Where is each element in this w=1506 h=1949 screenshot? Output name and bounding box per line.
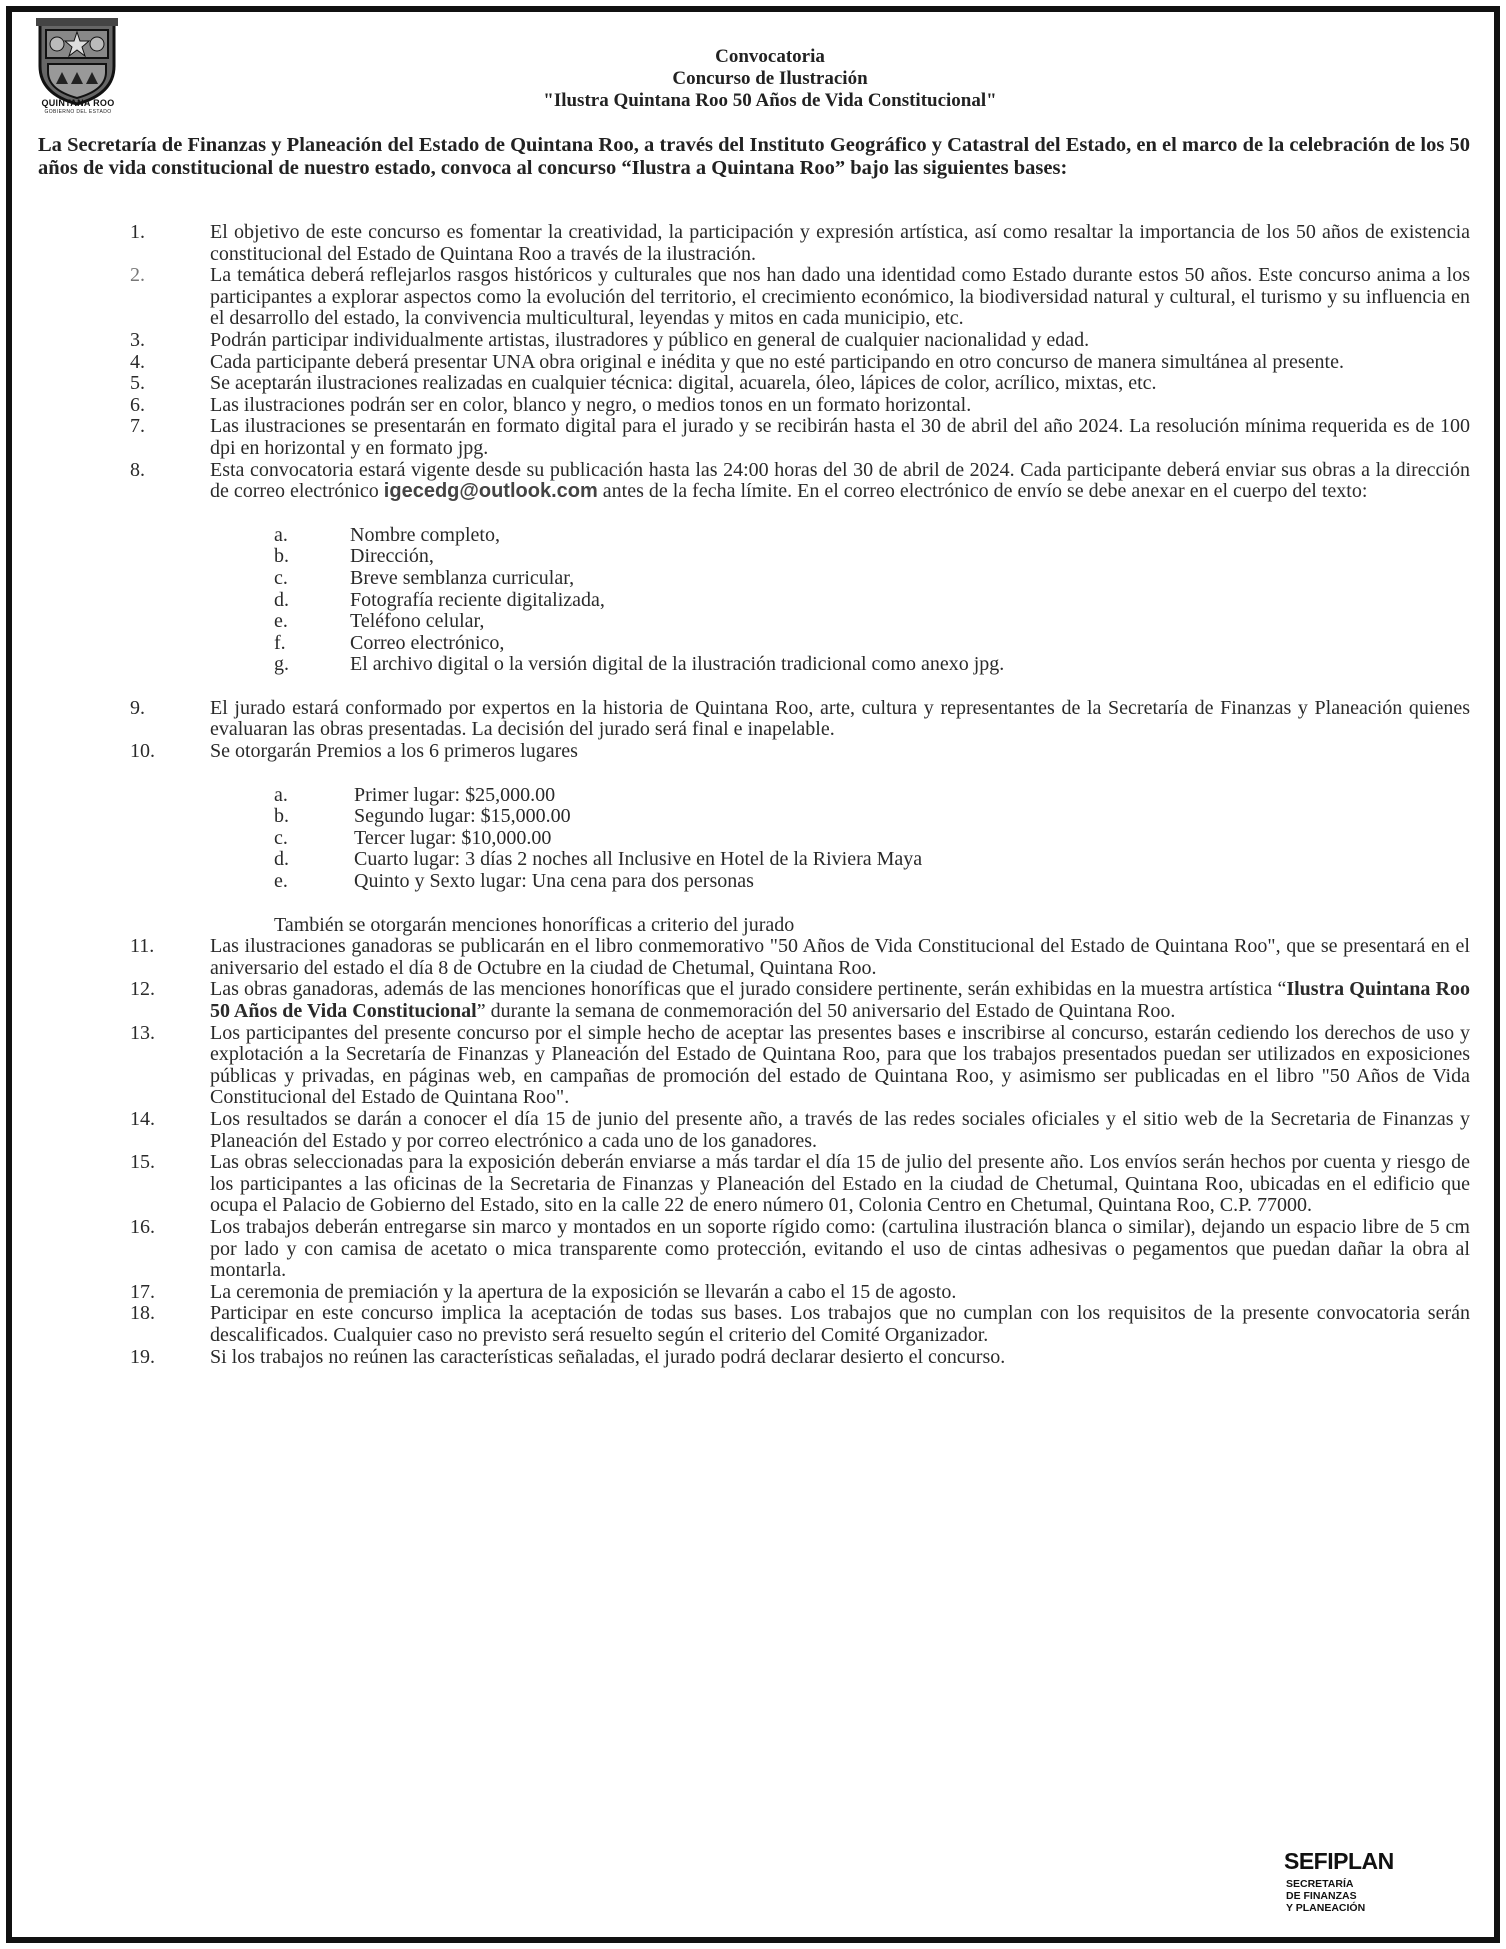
list-item bbox=[38, 1152, 1470, 1217]
item-text: Se otorgarán Premios a los 6 primeros lugares bbox=[210, 740, 578, 763]
requirement-item bbox=[38, 590, 1470, 612]
item-text bbox=[210, 460, 1470, 503]
item-number: 17. bbox=[130, 1280, 155, 1303]
prize-text: Quinto y Sexto lugar: Una cena para dos personas bbox=[354, 870, 754, 893]
item-number: 18. bbox=[130, 1302, 155, 1325]
item-text: Los trabajos deberán entregarse sin marco y montados en un soporte rígido como: (cartulina ilustración blanca o similar), dejando un espacio libre de 5 cm por lado y con camisa de acetato o mica transparente como protección, evitando el uso de cintas adhesivas o pegamentos que puedan dañar la obra al montarla. bbox=[210, 1215, 1470, 1282]
list-item bbox=[38, 222, 1470, 265]
list-item bbox=[38, 1303, 1470, 1346]
requirement-item bbox=[38, 611, 1470, 633]
prize-item bbox=[38, 849, 1470, 871]
requirement-item bbox=[38, 568, 1470, 590]
list-item bbox=[38, 698, 1470, 741]
prize-letter: e. bbox=[274, 870, 288, 893]
honorable-mention-note: También se otorgarán menciones honoríficas a criterio del jurado bbox=[274, 913, 795, 936]
logo-name: QUINTANA ROO bbox=[41, 98, 115, 108]
prize-text: Tercer lugar: $10,000.00 bbox=[354, 826, 552, 849]
list-item bbox=[38, 936, 1470, 979]
item-text: Se aceptarán ilustraciones realizadas en cualquier técnica: digital, acuarela, óleo, lápices de color, acrílico, mixtas, etc. bbox=[210, 372, 1157, 395]
sefiplan-subtitle-line: SECRETARÍA bbox=[1286, 1878, 1354, 1890]
item-text: Participar en este concurso implica la aceptación de todas sus bases. Los trabajos que no cumplan con los requisitos de la presente convocatoria serán descalificados. Cualquier caso no previsto será resuelto según el criterio del Comité Organizador. bbox=[210, 1302, 1470, 1346]
intro-paragraph: La Secretaría de Finanzas y Planeación del Estado de Quintana Roo, a través del Instituto Geográfico y Catastral del Estado, en el marco de la celebración de los 50 años de vida constitucional de nuestro estado, convoca al concurso “Ilustra a Quintana Roo” bajo las siguientes bases: bbox=[38, 134, 1470, 179]
item-number: 9. bbox=[130, 696, 145, 719]
list-item bbox=[38, 741, 1470, 763]
requirement-text: Nombre completo, bbox=[350, 523, 500, 546]
item-text: Las ilustraciones se presentarán en formato digital para el jurado y se recibirán hasta el 30 de abril del año 2024. La resolución mínima requerida es de 100 dpi en horizontal y en formato jpg. bbox=[210, 415, 1470, 459]
item-text: Las ilustraciones ganadoras se publicarán en el libro conmemorativo "50 Años de Vida Constitucional del Estado de Quintana Roo", que se presentará en el aniversario del estado el día 8 de Octubre en la ciudad de Chetumal, Quintana Roo. bbox=[210, 935, 1470, 979]
item-number: 1. bbox=[130, 221, 145, 243]
requirement-text: Fotografía reciente digitalizada, bbox=[350, 588, 605, 611]
logo-subtitle: GOBIERNO DEL ESTADO bbox=[44, 109, 112, 115]
list-item bbox=[38, 395, 1470, 417]
list-item bbox=[38, 460, 1470, 503]
prize-letter: b. bbox=[274, 805, 289, 828]
title-line: Concurso de Ilustración bbox=[672, 68, 868, 89]
item-number: 4. bbox=[130, 350, 145, 373]
spacer bbox=[38, 763, 1470, 785]
list-item bbox=[38, 1109, 1470, 1152]
item-number: 8. bbox=[130, 458, 145, 481]
item-text: La ceremonia de premiación y la apertura de la exposición se llevarán a cabo el 15 de agosto. bbox=[210, 1280, 957, 1303]
item-text-part: ” durante la semana de conmemoración del 50 aniversario del Estado de Quintana Roo. bbox=[476, 1000, 1176, 1022]
item-text: Si los trabajos no reúnen las características señaladas, el jurado podrá declarar desierto el concurso. bbox=[210, 1345, 1006, 1368]
prize-item bbox=[38, 785, 1470, 807]
item-number: 13. bbox=[130, 1021, 155, 1044]
prize-item bbox=[38, 828, 1470, 850]
item-text-part: Esta convocatoria estará vigente desde su publicación hasta las 24:00 horas del 30 de abril de 2024. Cada participante deberá enviar sus obras a la dirección de correo electrónico bbox=[210, 458, 1470, 503]
list-item bbox=[38, 1347, 1470, 1369]
exhibition-name: Ilustra Quintana Roo 50 Años de Vida Constitucional bbox=[210, 978, 1470, 1022]
list-item bbox=[38, 416, 1470, 459]
item-text-part: antes de la fecha límite. En el correo electrónico de envío se debe anexar en el cuerpo del texto: bbox=[597, 480, 1368, 503]
requirement-letter: a. bbox=[274, 523, 288, 546]
prize-item bbox=[38, 871, 1470, 893]
requirement-text: Correo electrónico, bbox=[350, 631, 505, 654]
requirement-item bbox=[38, 546, 1470, 568]
item-number: 16. bbox=[130, 1215, 155, 1238]
item-number: 19. bbox=[130, 1345, 155, 1368]
list-item bbox=[38, 352, 1470, 374]
list-item bbox=[38, 1282, 1470, 1304]
list-item bbox=[38, 1023, 1470, 1109]
list-item bbox=[38, 1217, 1470, 1282]
prize-text: Primer lugar: $25,000.00 bbox=[354, 783, 556, 806]
requirement-letter: d. bbox=[274, 588, 289, 611]
item-text: Cada participante deberá presentar UNA obra original e inédita y que no esté participando en otro concurso de manera simultánea al presente. bbox=[210, 350, 1344, 373]
item-text: El objetivo de este concurso es fomentar la creatividad, la participación y expresión artística, así como resaltar la importancia de los 50 años de existencia constitucional del Estado de Quintana Roo a través de la ilustración. bbox=[210, 221, 1470, 265]
requirement-item bbox=[38, 654, 1470, 676]
page-title bbox=[280, 46, 1260, 112]
prize-letter: d. bbox=[274, 848, 289, 871]
item-text: Las ilustraciones podrán ser en color, blanco y negro, o medios tonos en un formato horizontal. bbox=[210, 393, 972, 416]
bases-list bbox=[38, 222, 1470, 1368]
item-text: La temática deberá reflejarlos rasgos históricos y culturales que nos han dado una identidad como Estado durante estos 50 años. Este concurso anima a los participantes a explorar aspectos como la evolución del territorio, el crecimiento económico, la biodiversidad natural y cultural, el turismo y su influencia en el desarrollo del estado, la convivencia multicultural, leyendas y mitos en cada municipio, etc. bbox=[210, 264, 1470, 330]
item-text-part: Las obras ganadoras, además de las menciones honoríficas que el jurado considere pertinente, serán exhibidas en la muestra artística “ bbox=[210, 978, 1287, 1001]
sefiplan-subtitle-line: Y PLANEACIÓN bbox=[1286, 1902, 1366, 1914]
title-line: Convocatoria bbox=[715, 46, 825, 67]
spacer bbox=[38, 503, 1470, 525]
item-text: Podrán participar individualmente artistas, ilustradores y público en general de cualquier nacionalidad y edad. bbox=[210, 328, 1090, 351]
prize-text: Cuarto lugar: 3 días 2 noches all Inclusive en Hotel de la Riviera Maya bbox=[354, 848, 923, 871]
sefiplan-subtitle bbox=[1286, 1878, 1365, 1914]
item-number: 2. bbox=[130, 264, 145, 287]
sefiplan-logo: SEFIPLAN bbox=[1284, 1848, 1394, 1874]
item-text: Los resultados se darán a conocer el día 15 de junio del presente año, a través de las redes sociales oficiales y el sitio web de la Secretaria de Finanzas y Planeación del Estado y por correo electrónico a cada uno de los ganadores. bbox=[210, 1107, 1470, 1152]
item-number: 14. bbox=[130, 1107, 155, 1130]
requirement-item bbox=[38, 525, 1470, 547]
sefiplan-subtitle-line: DE FINANZAS bbox=[1286, 1890, 1357, 1902]
item-text: El jurado estará conformado por expertos en la historia de Quintana Roo, arte, cultura y representantes de la Secretaría de Finanzas y Planeación quienes evaluaran las obras presentadas. La decisión del jurado será final e inapelable. bbox=[210, 696, 1470, 741]
list-item bbox=[38, 330, 1470, 352]
requirement-letter: b. bbox=[274, 545, 289, 568]
item-number: 7. bbox=[130, 415, 145, 438]
item-number: 3. bbox=[130, 328, 145, 351]
requirement-item bbox=[38, 633, 1470, 655]
quintana-roo-coat-of-arms-icon bbox=[32, 14, 122, 106]
list-item bbox=[38, 373, 1470, 395]
spacer bbox=[38, 676, 1470, 698]
requirement-text: Dirección, bbox=[350, 545, 434, 568]
list-item bbox=[38, 265, 1470, 330]
requirement-letter: e. bbox=[274, 610, 288, 633]
item-number: 15. bbox=[130, 1151, 155, 1174]
requirement-text: Teléfono celular, bbox=[350, 610, 485, 633]
item-text: Las obras seleccionadas para la exposición deberán enviarse a más tardar el día 15 de julio del presente año. Los envíos serán hechos por cuenta y riesgo de los participantes a las oficinas de la Secretaria de Finanzas y Planeación del Estado en la ciudad de Chetumal, Quintana Roo, ubicadas en el edificio que ocupa el Palacio de Gobierno del Estado, sito en la calle 22 de enero número 01, Colonia Centro en Chetumal, Quintana Roo, C.P. 77000. bbox=[210, 1151, 1470, 1217]
item-number: 6. bbox=[130, 393, 145, 416]
title-line: "Ilustra Quintana Roo 50 Años de Vida Constitucional" bbox=[543, 90, 997, 111]
item-number: 11. bbox=[130, 935, 155, 958]
prize-letter: a. bbox=[274, 783, 288, 806]
item-text bbox=[210, 979, 1470, 1022]
spacer bbox=[38, 893, 1470, 915]
contact-email-link[interactable]: igecedg@outlook.com bbox=[383, 480, 598, 503]
item-text: Los participantes del presente concurso por el simple hecho de aceptar las presentes bases e inscribirse al concurso, estarán cediendo los derechos de uso y explotación a la Secretaría de Finanzas y Planeación del Estado de Quintana Roo, para que los trabajos presentados puedan ser utilizados en exposiciones públicas y privadas, en páginas web, en campañas de promoción del estado de Quintana Roo, y asimismo ser publicadas en el libro "50 Años de Vida Constitucional del Estado de Quintana Roo". bbox=[210, 1021, 1470, 1109]
prize-item bbox=[38, 806, 1470, 828]
item-number: 5. bbox=[130, 372, 145, 395]
prize-text: Segundo lugar: $15,000.00 bbox=[354, 805, 571, 828]
item-number: 10. bbox=[130, 740, 155, 763]
requirement-letter: c. bbox=[274, 566, 288, 589]
list-item bbox=[38, 979, 1470, 1022]
requirement-text: El archivo digital o la versión digital de la ilustración tradicional como anexo jpg. bbox=[350, 653, 1005, 676]
requirement-letter: g. bbox=[274, 653, 289, 676]
item-number: 12. bbox=[130, 978, 155, 1001]
prize-letter: c. bbox=[274, 826, 288, 849]
requirement-text: Breve semblanza curricular, bbox=[350, 566, 575, 589]
requirement-letter: f. bbox=[274, 631, 286, 654]
